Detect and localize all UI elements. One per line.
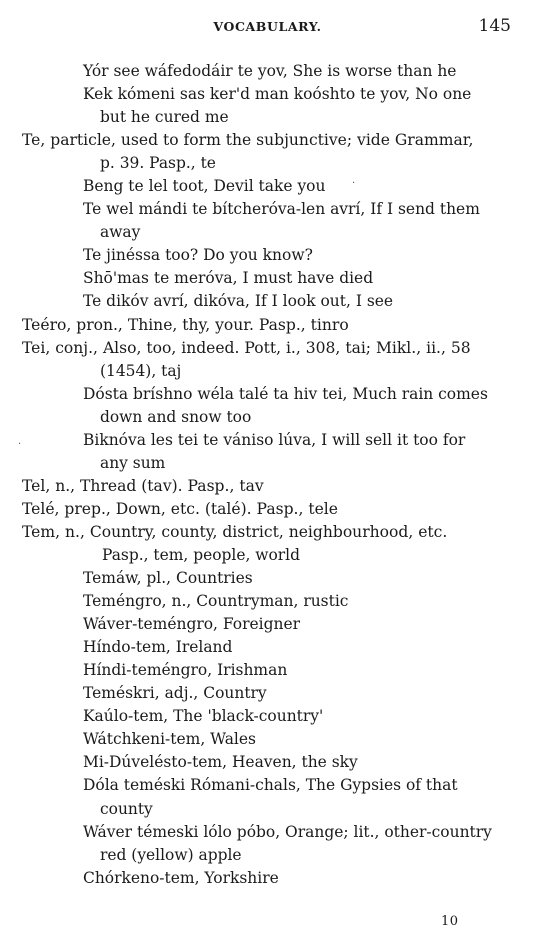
entry-line: Dóla teméski Rómani-chals, The Gypsies of that	[83, 776, 458, 795]
entry-line: Híndi-teméngro, Irishman	[83, 661, 288, 680]
running-head: VOCABULARY.	[213, 19, 322, 34]
entry-line: Teméskri, adj., Country	[83, 684, 267, 703]
headword-line: Teéro, pron., Thine, thy, your. Pasp., tinro	[22, 315, 349, 334]
entry-line: Dósta bríshno wéla talé ta hiv tei, Much rain comes	[83, 384, 488, 403]
headword-line: Telé, prep., Down, etc. (talé). Pasp., tele	[22, 499, 338, 518]
entry-line: Beng te lel toot, Devil take you	[83, 177, 326, 196]
headword-line: Tem, n., Country, county, district, neighbourhood, etc.	[22, 522, 448, 541]
entry-line: Híndo-tem, Ireland	[83, 638, 233, 657]
entry-continuation-line: county	[100, 799, 153, 818]
entry-continuation-line: (1454), taj	[100, 361, 182, 380]
entry-line: Wáver témeski lólo póbo, Orange; lit., other-country	[83, 822, 492, 841]
print-speck: ·	[352, 178, 356, 189]
entry-continuation-line: red (yellow) apple	[100, 845, 242, 864]
entry-line: Yór see wáfedodáir te yov, She is worse than he	[83, 62, 457, 80]
entry-line: Wáver-teméngro, Foreigner	[83, 615, 300, 634]
entry-continuation-line: but he cured me	[100, 108, 229, 127]
entry-continuation-line: down and snow too	[100, 407, 252, 426]
page-number: 145	[478, 16, 511, 36]
headword-line: Tel, n., Thread (tav). Pasp., tav	[22, 476, 264, 495]
headword-line: Te, particle, used to form the subjunctive; vide Grammar,	[22, 131, 474, 150]
headword-line: Tei, conj., Also, too, indeed. Pott, i., 308, tai; Mikl., ii., 58	[22, 338, 471, 357]
entry-line: Wátchkeni-tem, Wales	[83, 730, 256, 749]
entry-line: Teméngro, n., Countryman, rustic	[83, 592, 349, 611]
entry-line: Te jinéssa too? Do you know?	[83, 246, 313, 265]
entry-line: Kaúlo-tem, The 'black-country'	[83, 707, 324, 726]
entry-continuation-line: p. 39. Pasp., te	[100, 154, 216, 173]
vocabulary-entries	[0, 60, 535, 890]
entry-line: Te wel mándi te bítcheróva-len avrí, If I send them	[83, 200, 480, 219]
entry-line: Kek kómeni sas ker'd man koóshto te yov, No one	[83, 85, 472, 104]
entry-continuation-line: any sum	[100, 453, 166, 472]
entry-continuation-line: away	[100, 223, 141, 242]
entry-line: Temáw, pl., Countries	[83, 569, 253, 588]
entry-line: Te dikóv avrí, dikóva, If I look out, I see	[83, 292, 394, 311]
signature-mark: 10	[441, 914, 459, 929]
entry-line: Shō'mas te meróva, I must have died	[83, 269, 374, 288]
entry-continuation-line: Pasp., tem, people, world	[102, 545, 301, 564]
entry-line: Chórkeno-tem, Yorkshire	[83, 868, 279, 887]
entry-line: Mi-Dúvelésto-tem, Heaven, the sky	[83, 753, 358, 772]
print-speck: .	[18, 436, 22, 447]
page-header	[0, 16, 535, 40]
entry-line: Biknóva les tei te vániso lúva, I will sell it too for	[83, 430, 466, 449]
